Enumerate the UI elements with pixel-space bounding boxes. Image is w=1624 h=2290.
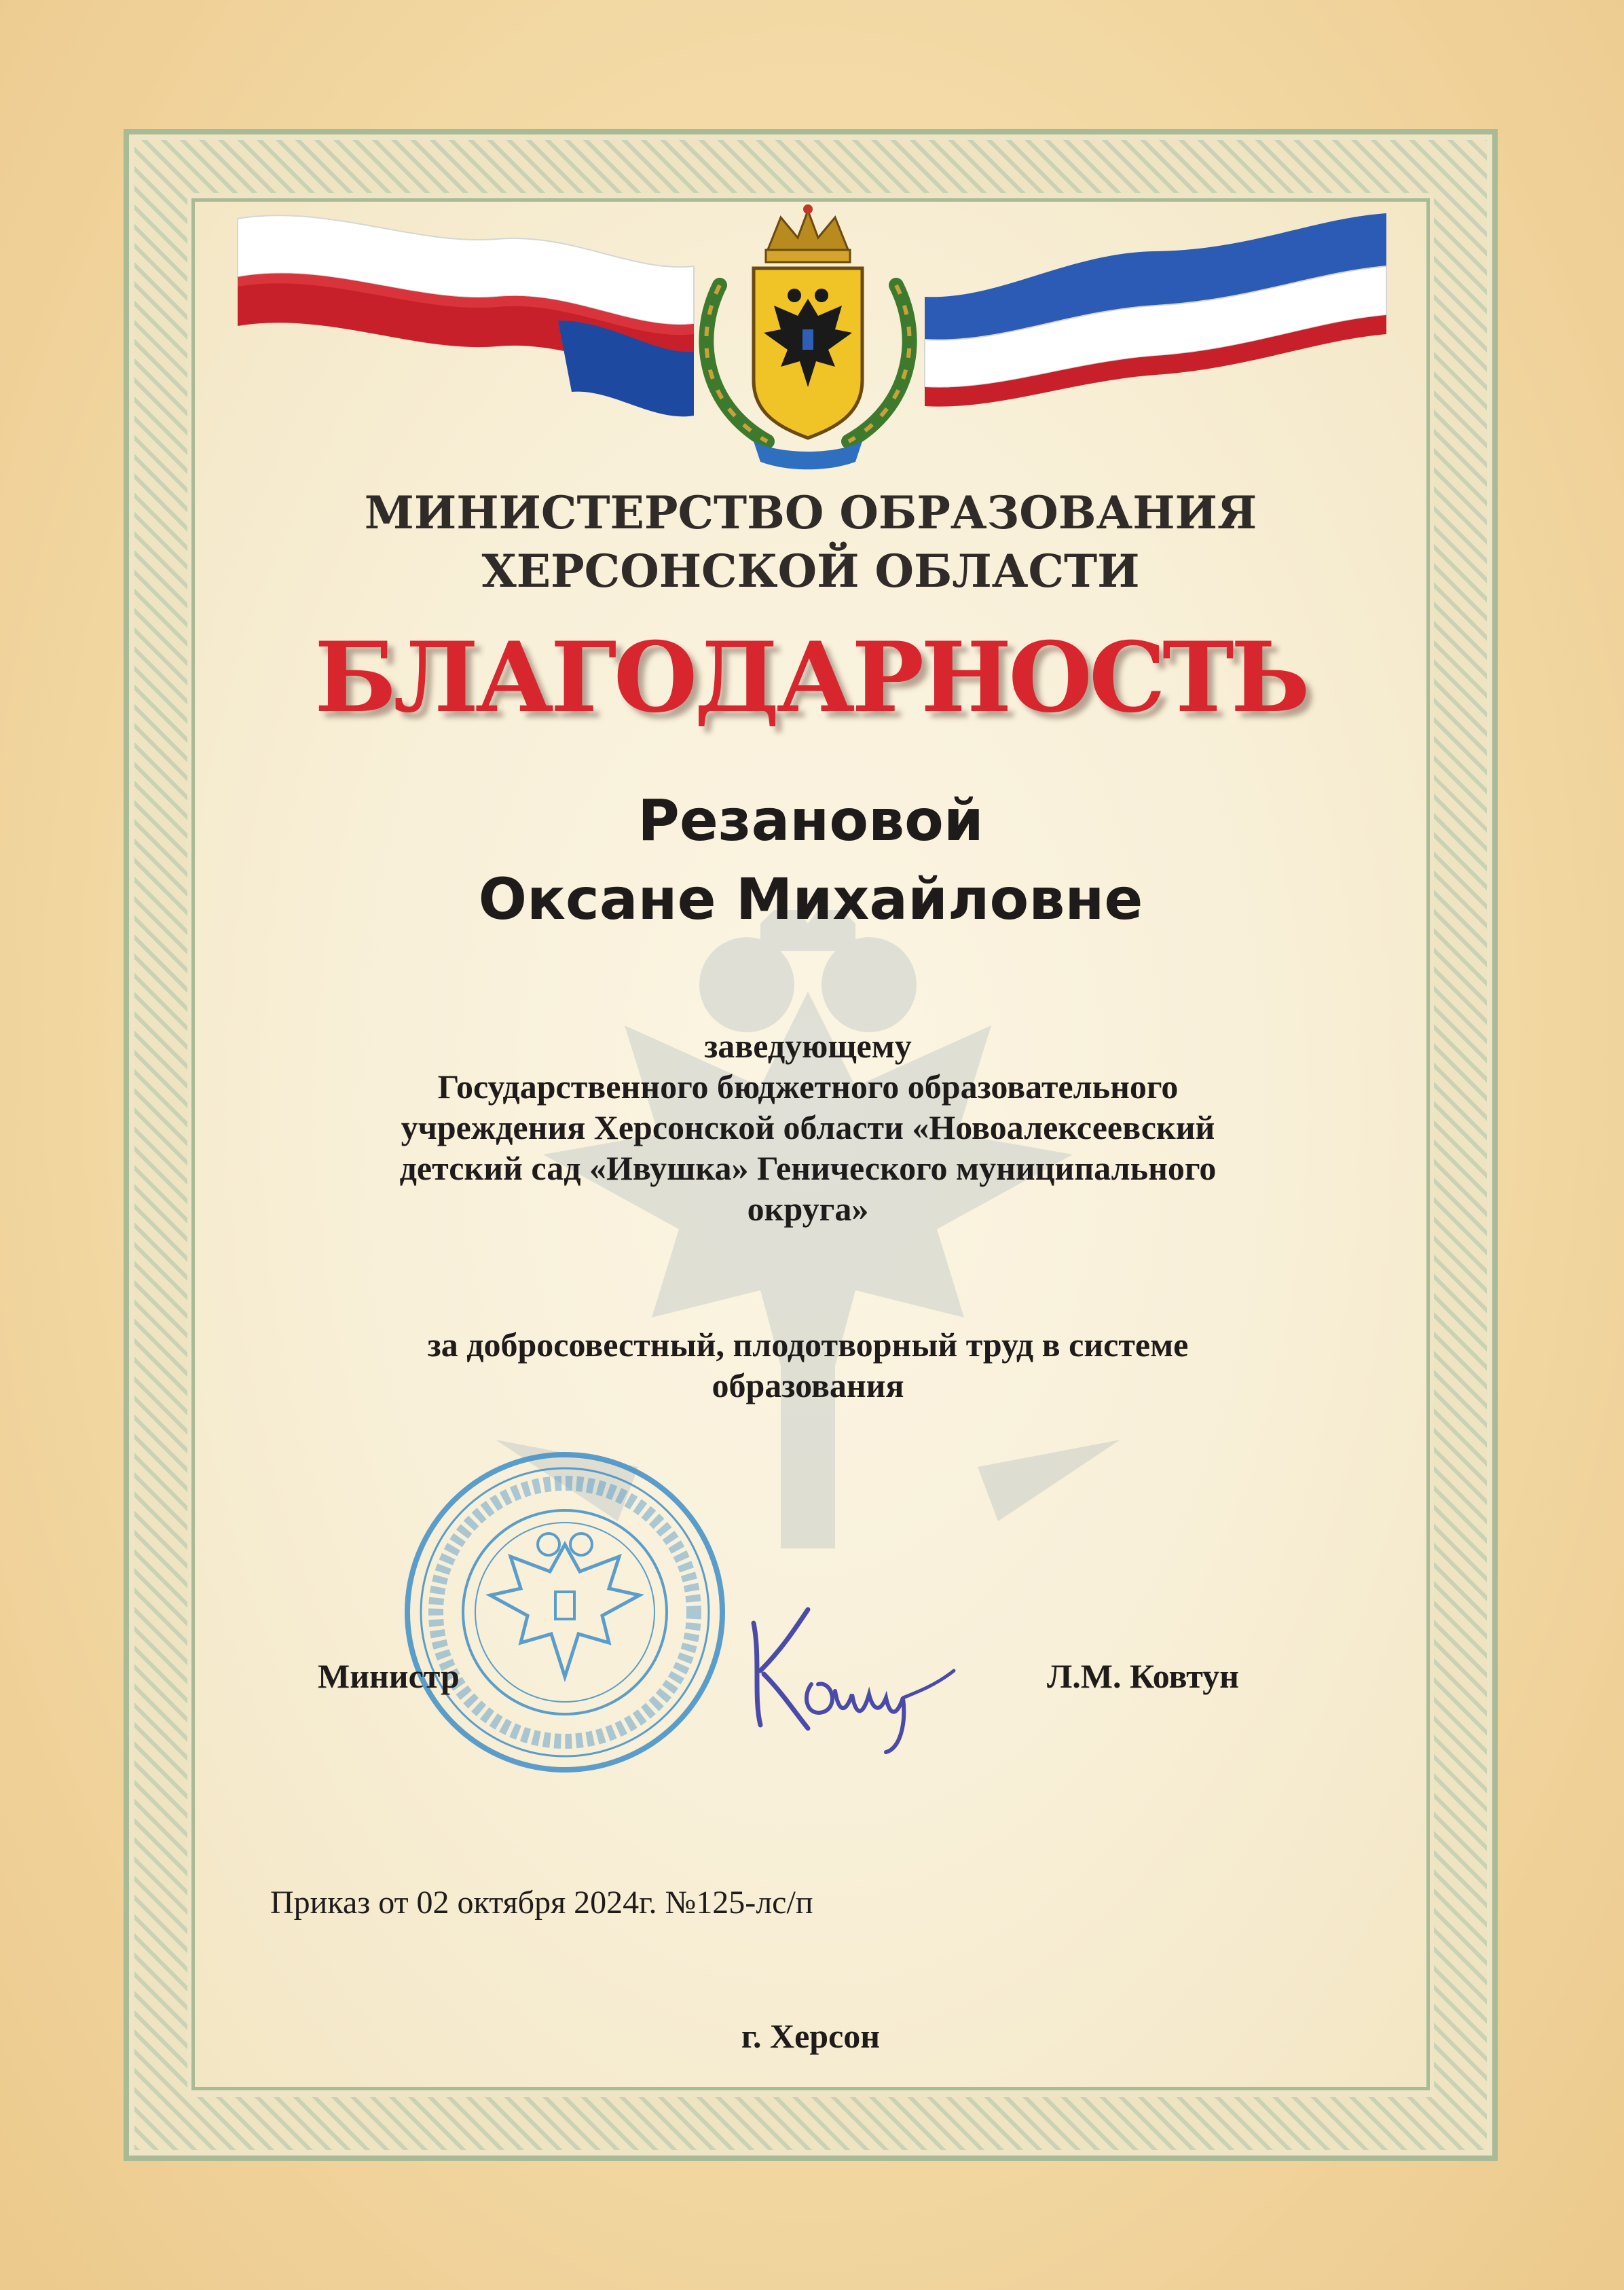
ministry-name	[191, 484, 1430, 600]
recipient-given-names: Оксане Михайловне	[478, 866, 1143, 932]
handwritten-signature	[733, 1582, 957, 1759]
signatory-title: Министр	[318, 1657, 460, 1695]
ministry-line-1: МИНИСТЕРСТВО ОБРАЗОВАНИЯ	[364, 486, 1257, 539]
position-line: заведующему	[704, 1027, 912, 1065]
position-line: детский сад «Ивушка» Генического муниципального	[399, 1149, 1217, 1187]
order-reference: Приказ от 02 октября 2024г. №125-лс/п	[270, 1885, 813, 1921]
recipient-name	[191, 781, 1430, 939]
official-stamp-icon	[395, 1442, 735, 1782]
reason-line: за добросовестный, плодотворный труд в системе	[427, 1326, 1189, 1364]
document-title: БЛАГОДАРНОСТЬ	[314, 621, 1307, 734]
issue-city: г. Херсон	[741, 2017, 881, 2055]
coat-of-arms-icon	[679, 204, 937, 475]
position-line: округа»	[747, 1190, 869, 1228]
left-flag-ribbon	[238, 215, 694, 416]
ministry-line-2: ХЕРСОНСКОЙ ОБЛАСТИ	[481, 545, 1140, 598]
award-reason	[285, 1324, 1331, 1406]
reason-line: образования	[712, 1366, 904, 1404]
recipient-surname: Резановой	[638, 787, 984, 854]
right-flag-ribbon	[925, 213, 1386, 407]
recipient-position	[285, 1025, 1331, 1229]
position-line: учреждения Херсонской области «Новоалексеевский	[401, 1108, 1215, 1146]
signatory-name: Л.М. Ковтун	[1047, 1657, 1239, 1695]
position-line: Государственного бюджетного образовательного	[437, 1068, 1179, 1106]
